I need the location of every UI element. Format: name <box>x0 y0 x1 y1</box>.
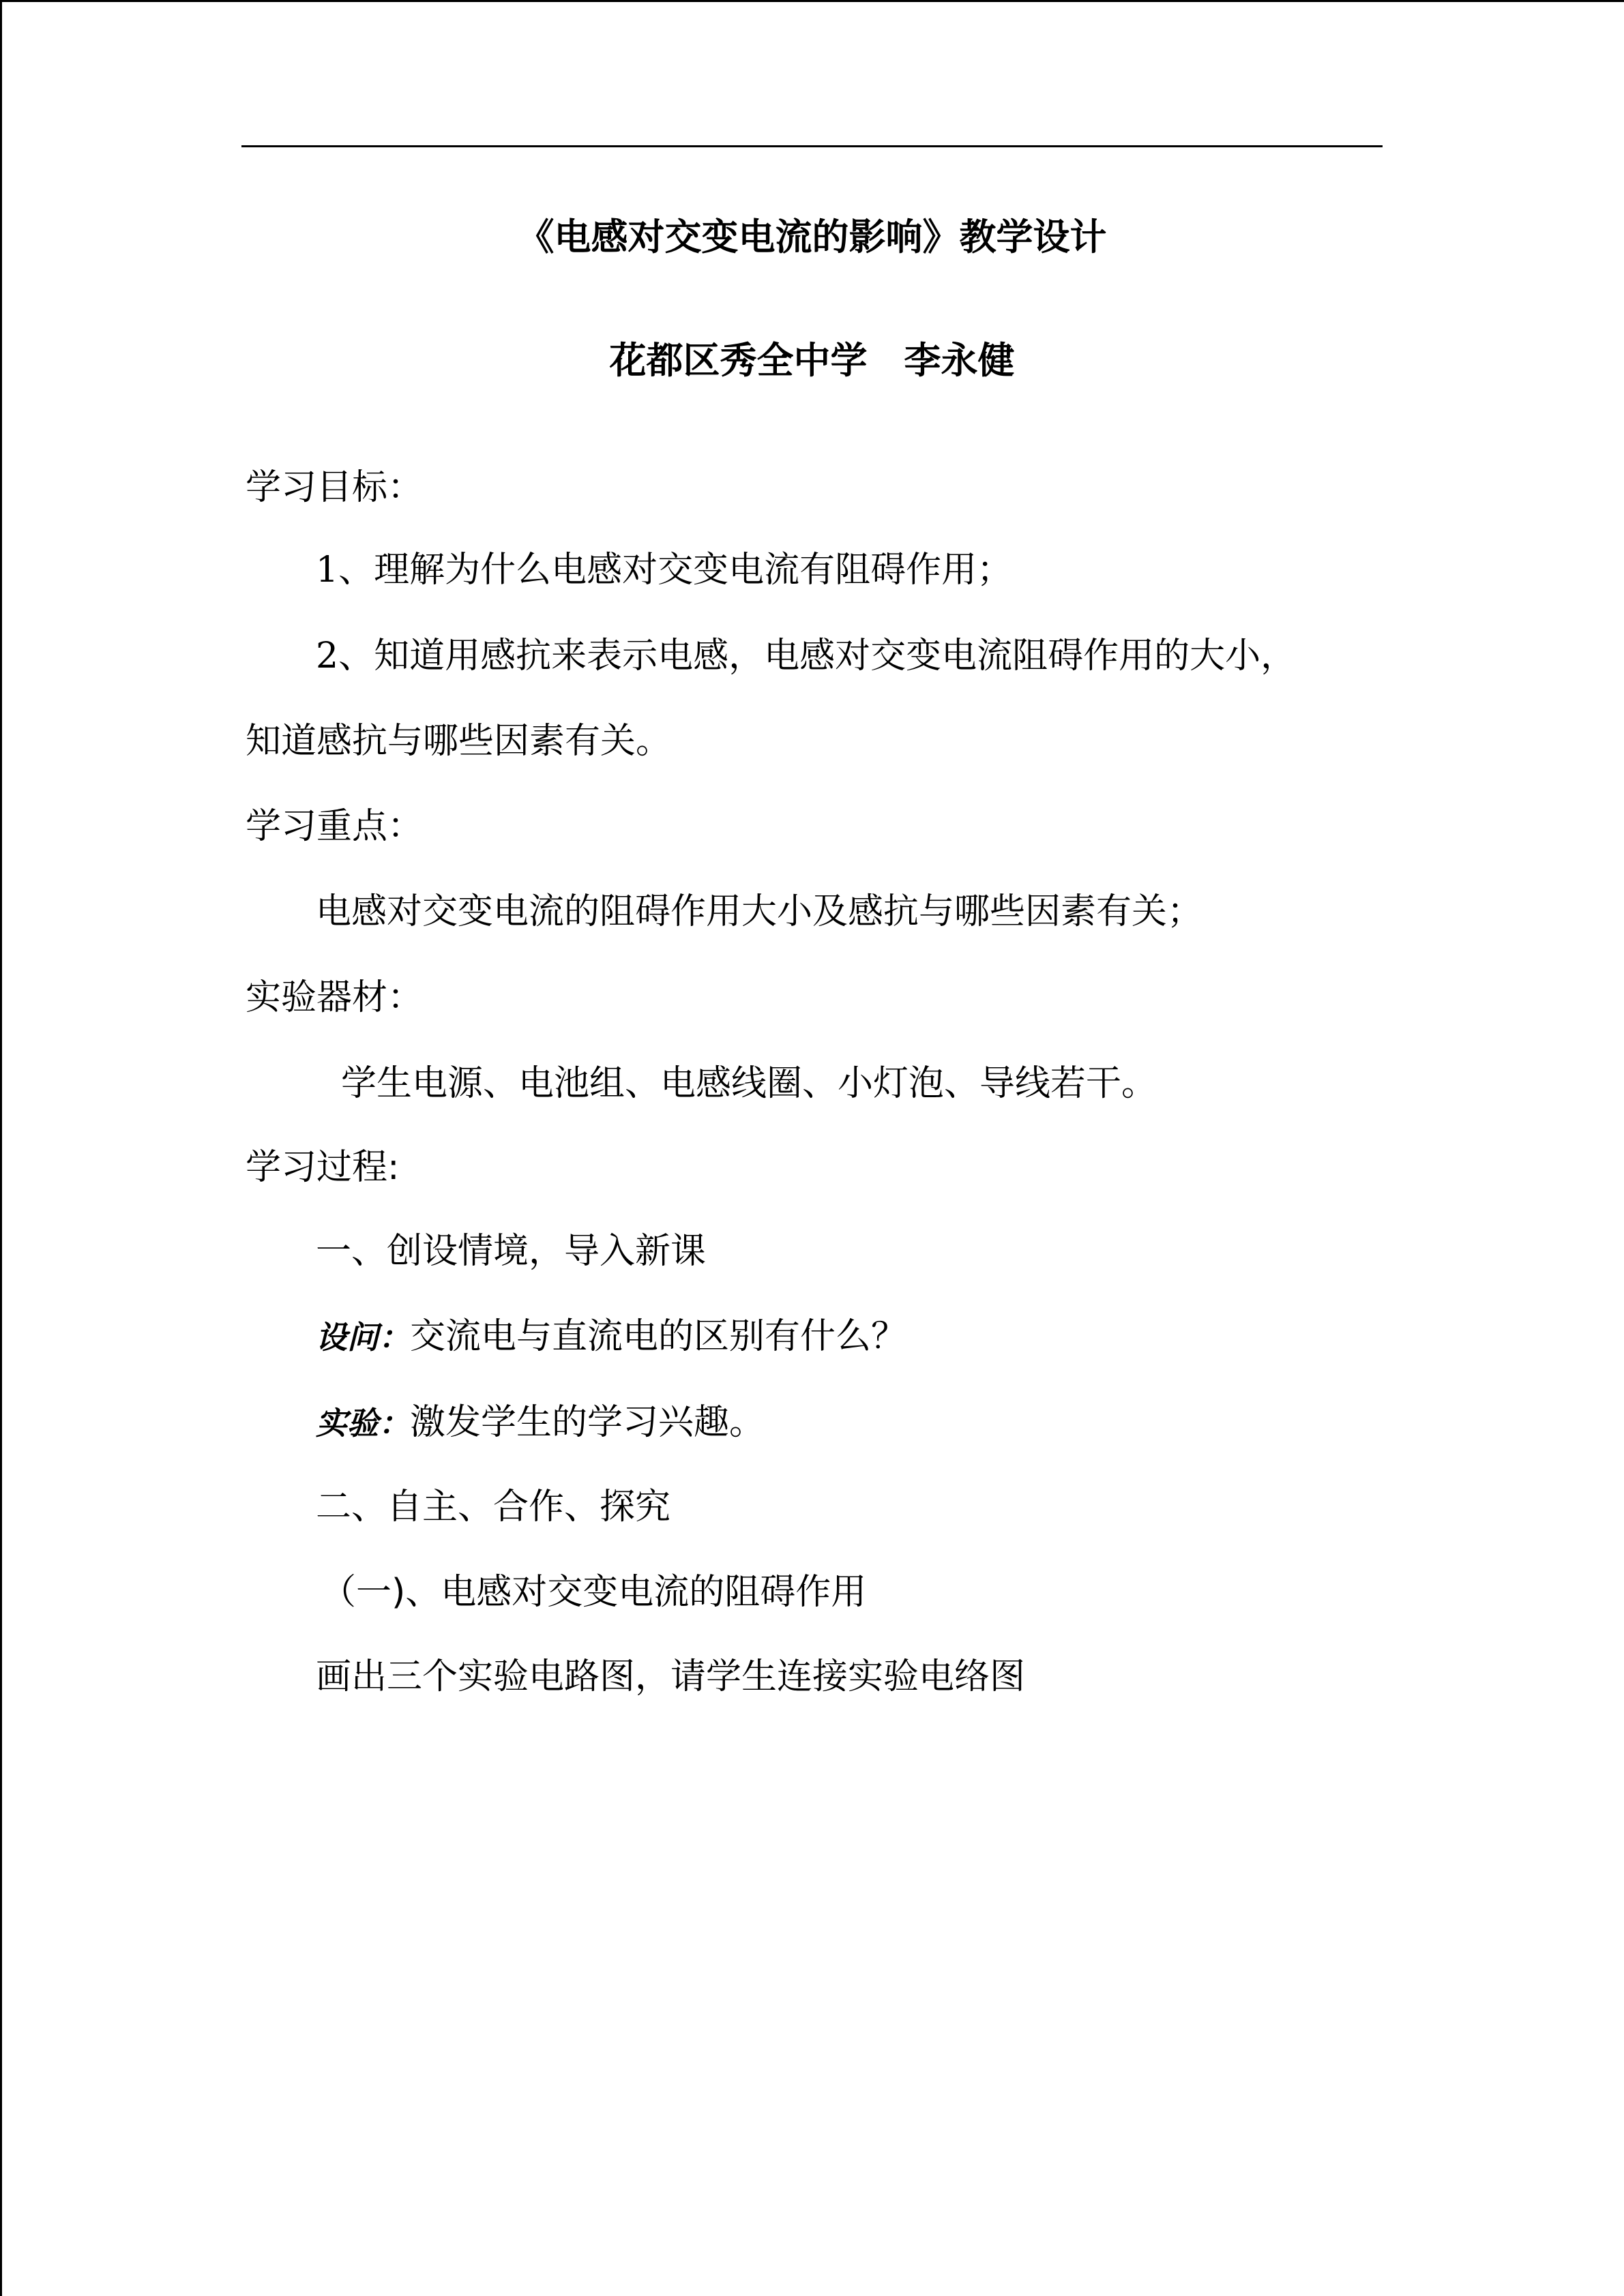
author-line: 花都区秀全中学 李永健 <box>609 339 1015 382</box>
experiment-row <box>316 1401 765 1445</box>
question-text: 交流电与直流电的区别有什么？ <box>410 1316 907 1357</box>
document-title: 《电感对交变电流的影响》教学设计 <box>517 215 1107 258</box>
header-rule <box>241 145 1383 147</box>
question-row <box>316 1315 906 1359</box>
objectives-heading: 学习目标： <box>246 467 424 508</box>
experiment-text: 激发学生的学习兴趣。 <box>410 1402 765 1443</box>
materials-heading: 实验器材： <box>246 977 424 1018</box>
section-one-heading: 一、创设情境，导入新课 <box>316 1231 707 1272</box>
question-label: 设问： <box>316 1319 410 1356</box>
objective-item-continuation: 知道感抗与哪些因素有关。 <box>246 721 672 762</box>
key-points-heading: 学习重点： <box>246 806 424 847</box>
objective-item: 1、理解为什么电感对交变电流有阻碍作用； <box>316 550 1013 591</box>
experiment-label: 实验： <box>316 1405 410 1442</box>
process-heading: 学习过程: <box>246 1147 400 1188</box>
draw-instruction: 画出三个实验电路图，请学生连接实验电络图 <box>316 1656 1026 1697</box>
materials-text: 学生电源、电池组、电感线圈、小灯泡、导线若干。 <box>341 1063 1157 1104</box>
page-border-top <box>0 0 1624 2</box>
section-two-heading: 二、自主、合作、探究 <box>316 1487 671 1527</box>
key-points-text: 电感对交变电流的阻碍作用大小及感抗与哪些因素有关； <box>316 891 1203 932</box>
objective-item: 2、知道用感抗来表示电感，电感对交变电流阻碍作用的大小， <box>316 636 1297 676</box>
subsection-heading: （一)、电感对交变电流的阻碍作用 <box>321 1572 867 1613</box>
